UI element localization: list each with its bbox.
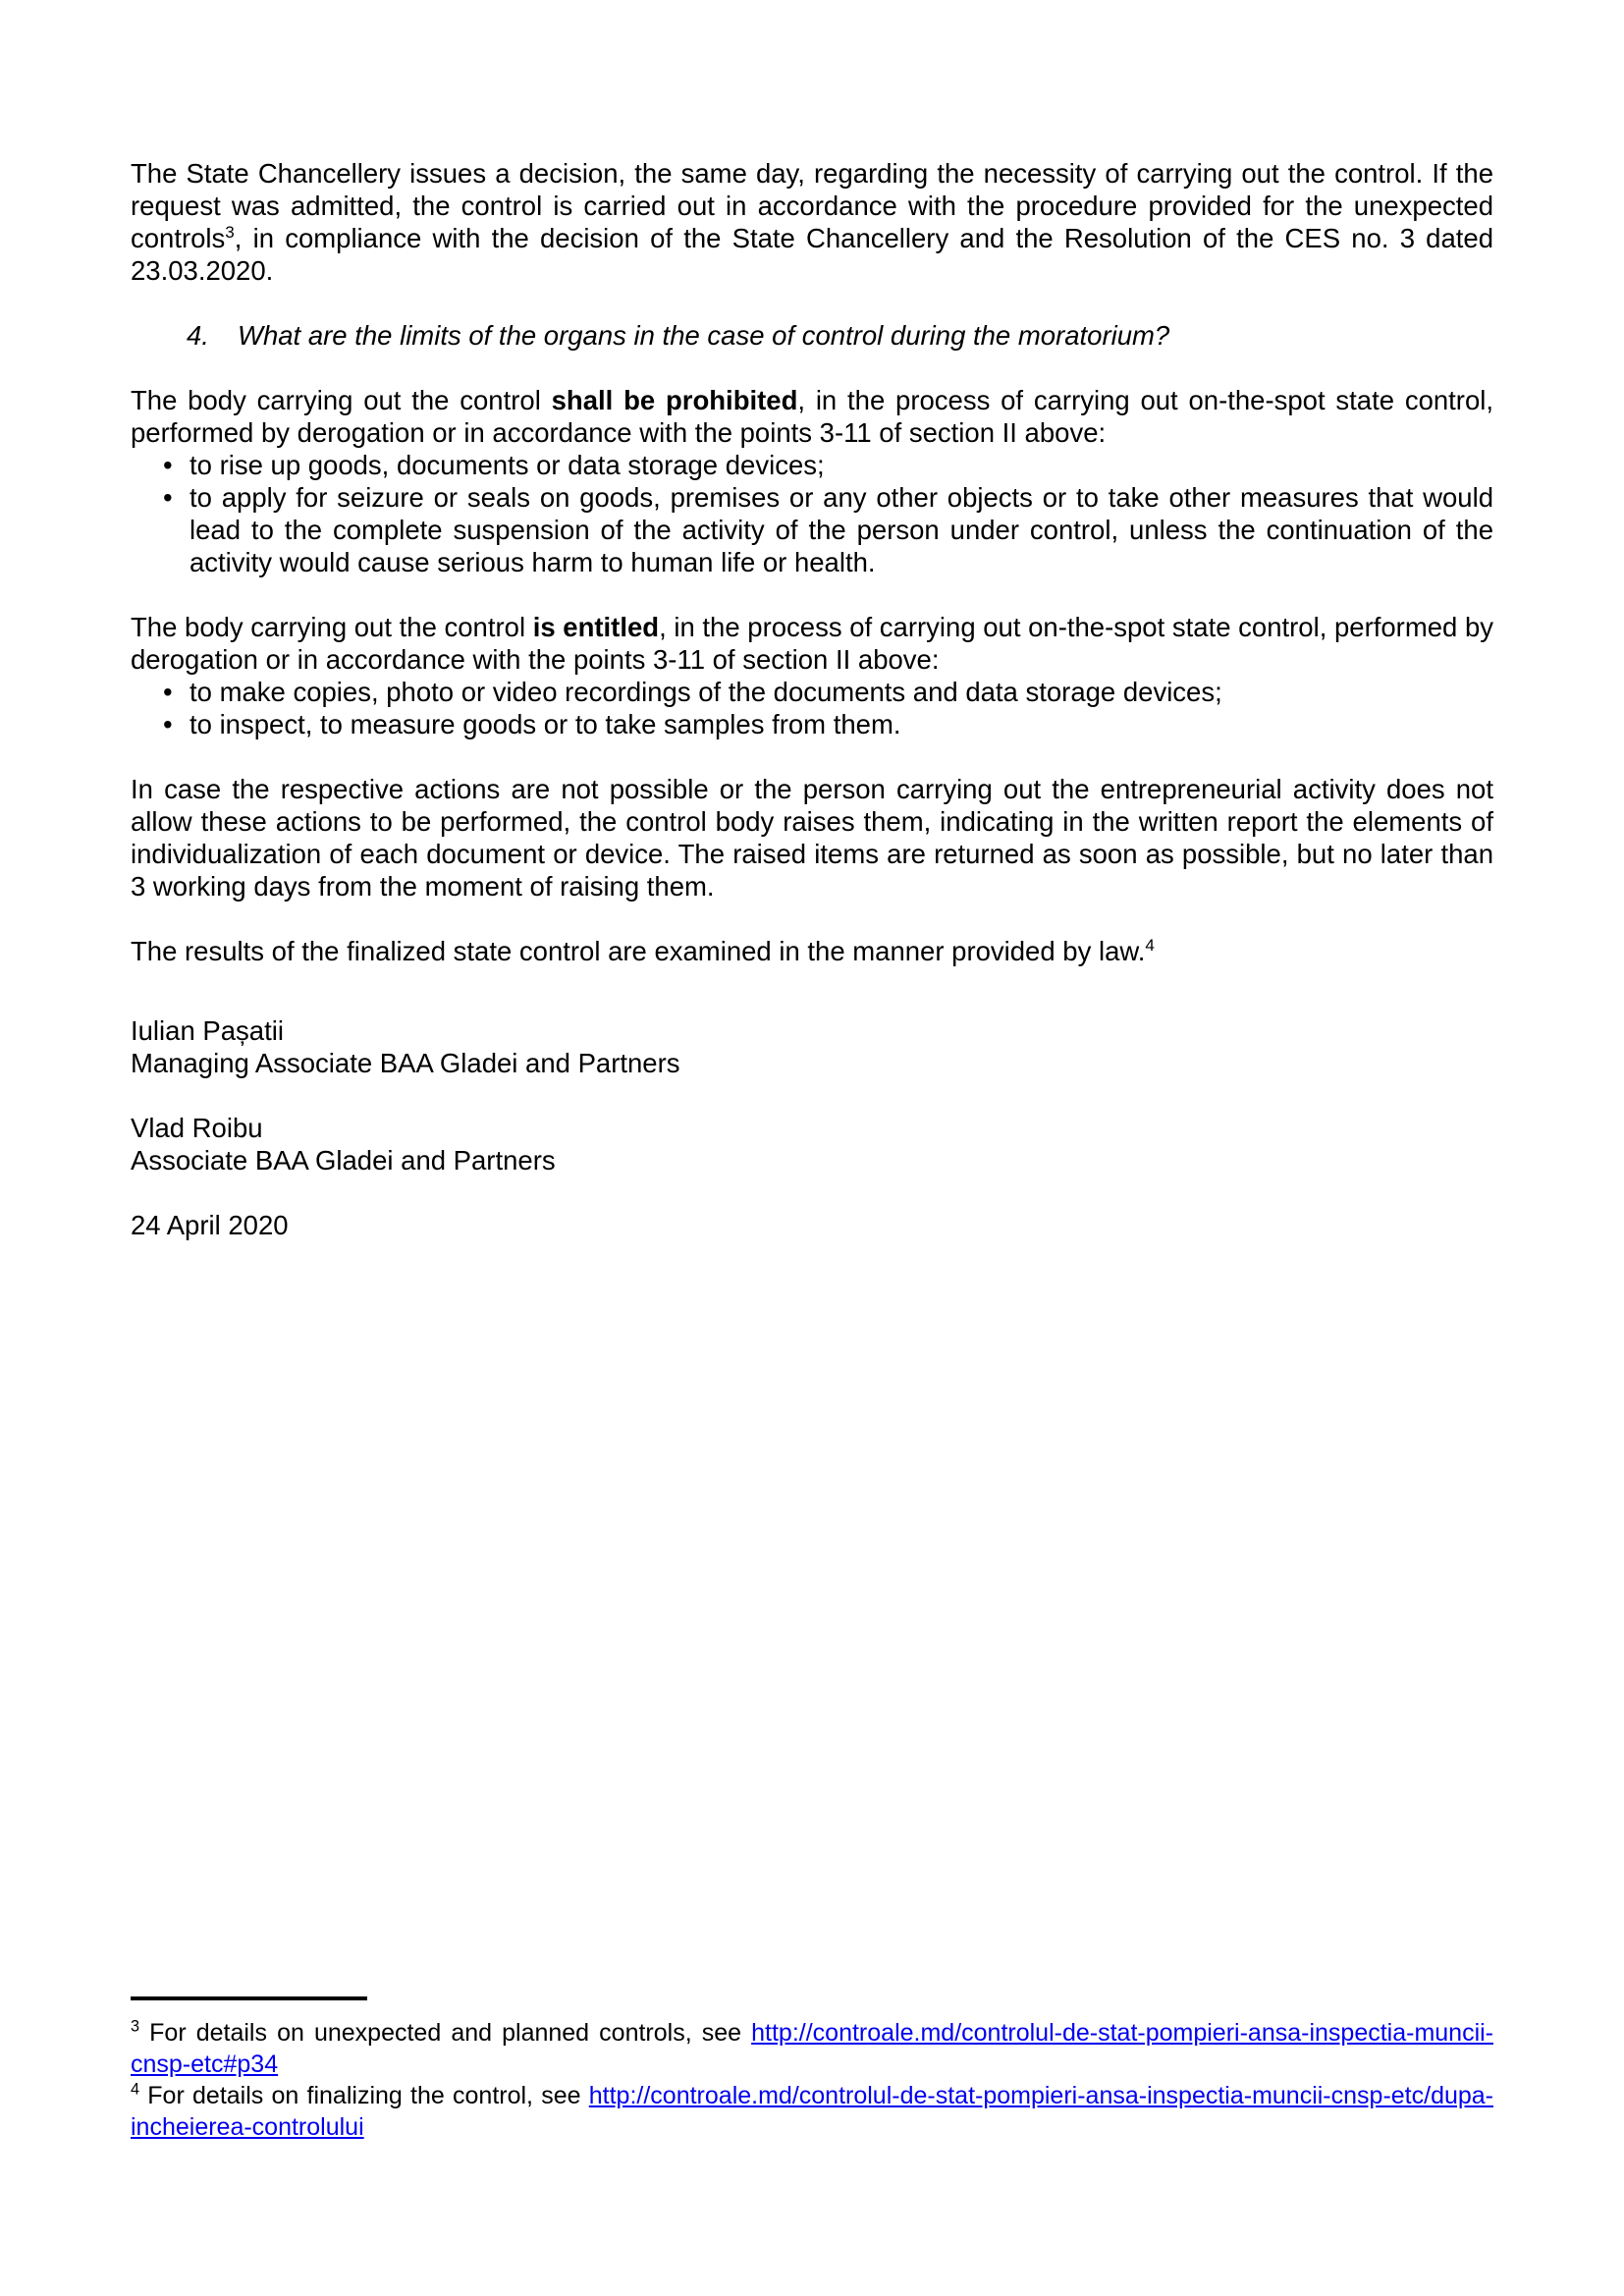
question-text: What are the limits of the organs in the case of control during the moratorium? (238, 320, 1170, 351)
bullet-item: • to apply for seizure or seals on goods, premises or any other objects or to take other measures that would lead to the complete suspension of the activity of the person under control, unless the continuation of the activity would cause serious harm to human life or health. (131, 481, 1493, 578)
prohibited-lead-after: , in the process of carrying out on-the-spot state control, performed by derogation or in accordance with the points 3-11 of section II above: (131, 385, 1493, 448)
signer-title: Associate BAA Gladei and Partners (131, 1145, 556, 1175)
footnote-text: For details on unexpected and planned controls, see (149, 2019, 752, 2047)
document-body (131, 157, 1493, 1241)
raising-paragraph: In case the respective actions are not possible or the person carrying out the entrepreneurial activity does not allow these actions to be performed, the control body raises them, indicating in the written report the elements of individualization of each document or device. The raised items are returned as soon as possible, but no later than 3 working days from the moment of raising them. (131, 774, 1493, 902)
entitled-bold-phrase: is entitled (532, 612, 660, 642)
footnote-separator (131, 1996, 367, 2000)
footnote-marker: 3 (131, 2017, 140, 2036)
footnote-ref-3: 3 (225, 222, 235, 242)
footnote-area (131, 1996, 1493, 2143)
question-number: 4. (187, 320, 209, 351)
footnote-link-controls[interactable]: http://controale.md/controlul-de-stat-pompieri-ansa-inspectia-muncii-cnsp-etc#p34 (131, 2019, 1494, 2078)
entitled-lead-paragraph (131, 611, 1493, 676)
footnote-ref-4: 4 (1145, 935, 1155, 955)
entitled-lead-before: The body carrying out the control (131, 612, 533, 642)
signature-block (131, 1014, 1493, 1079)
intro-text-before: The State Chancellery issues a decision, the same day, regarding the necessity of carrying out the control. If the request was admitted, the control is carried out in accordance with the procedure provided for the unexpected controls (131, 158, 1493, 253)
intro-text-after: , in compliance with the decision of the State Chancellery and the Resolution of the CES no. 3 dated 23.03.2020. (131, 223, 1493, 286)
footnote-text: For details on finalizing the control, see (147, 2082, 589, 2109)
intro-paragraph (131, 157, 1493, 287)
bullet-item: • to rise up goods, documents or data storage devices; (131, 449, 1493, 481)
bullet-item: • to inspect, to measure goods or to take samples from them. (131, 708, 1493, 740)
prohibited-lead-paragraph (131, 384, 1493, 449)
entitled-lead-after: , in the process of carrying out on-the-spot state control, performed by derogation or in accordance with the points 3-11 of section II above: (131, 612, 1494, 675)
prohibited-bold-phrase: shall be prohibited (551, 385, 798, 415)
entitled-bullet-list (131, 676, 1493, 740)
prohibited-lead-before: The body carrying out the control (131, 385, 552, 415)
bullet-item: • to make copies, photo or video recordings of the documents and data storage devices; (131, 676, 1493, 708)
question-heading (131, 319, 1493, 352)
results-paragraph (131, 935, 1493, 967)
signer-name: Vlad Roibu (131, 1113, 263, 1143)
results-text: The results of the finalized state control are examined in the manner provided by law. (131, 936, 1146, 966)
footnote-marker: 4 (131, 2080, 140, 2099)
footnote-link-finalizing[interactable]: http://controale.md/controlul-de-stat-pompieri-ansa-inspectia-muncii-cnsp-etc/dupa-incheierea-controlului (131, 2082, 1494, 2141)
signer-name: Iulian Pașatii (131, 1015, 284, 1046)
footnote-3 (131, 2017, 1493, 2080)
document-date: 24 April 2020 (131, 1210, 289, 1240)
footnote-4 (131, 2080, 1493, 2143)
prohibited-bullet-list (131, 449, 1493, 578)
signer-title: Managing Associate BAA Gladei and Partners (131, 1048, 680, 1078)
signature-block (131, 1112, 1493, 1176)
